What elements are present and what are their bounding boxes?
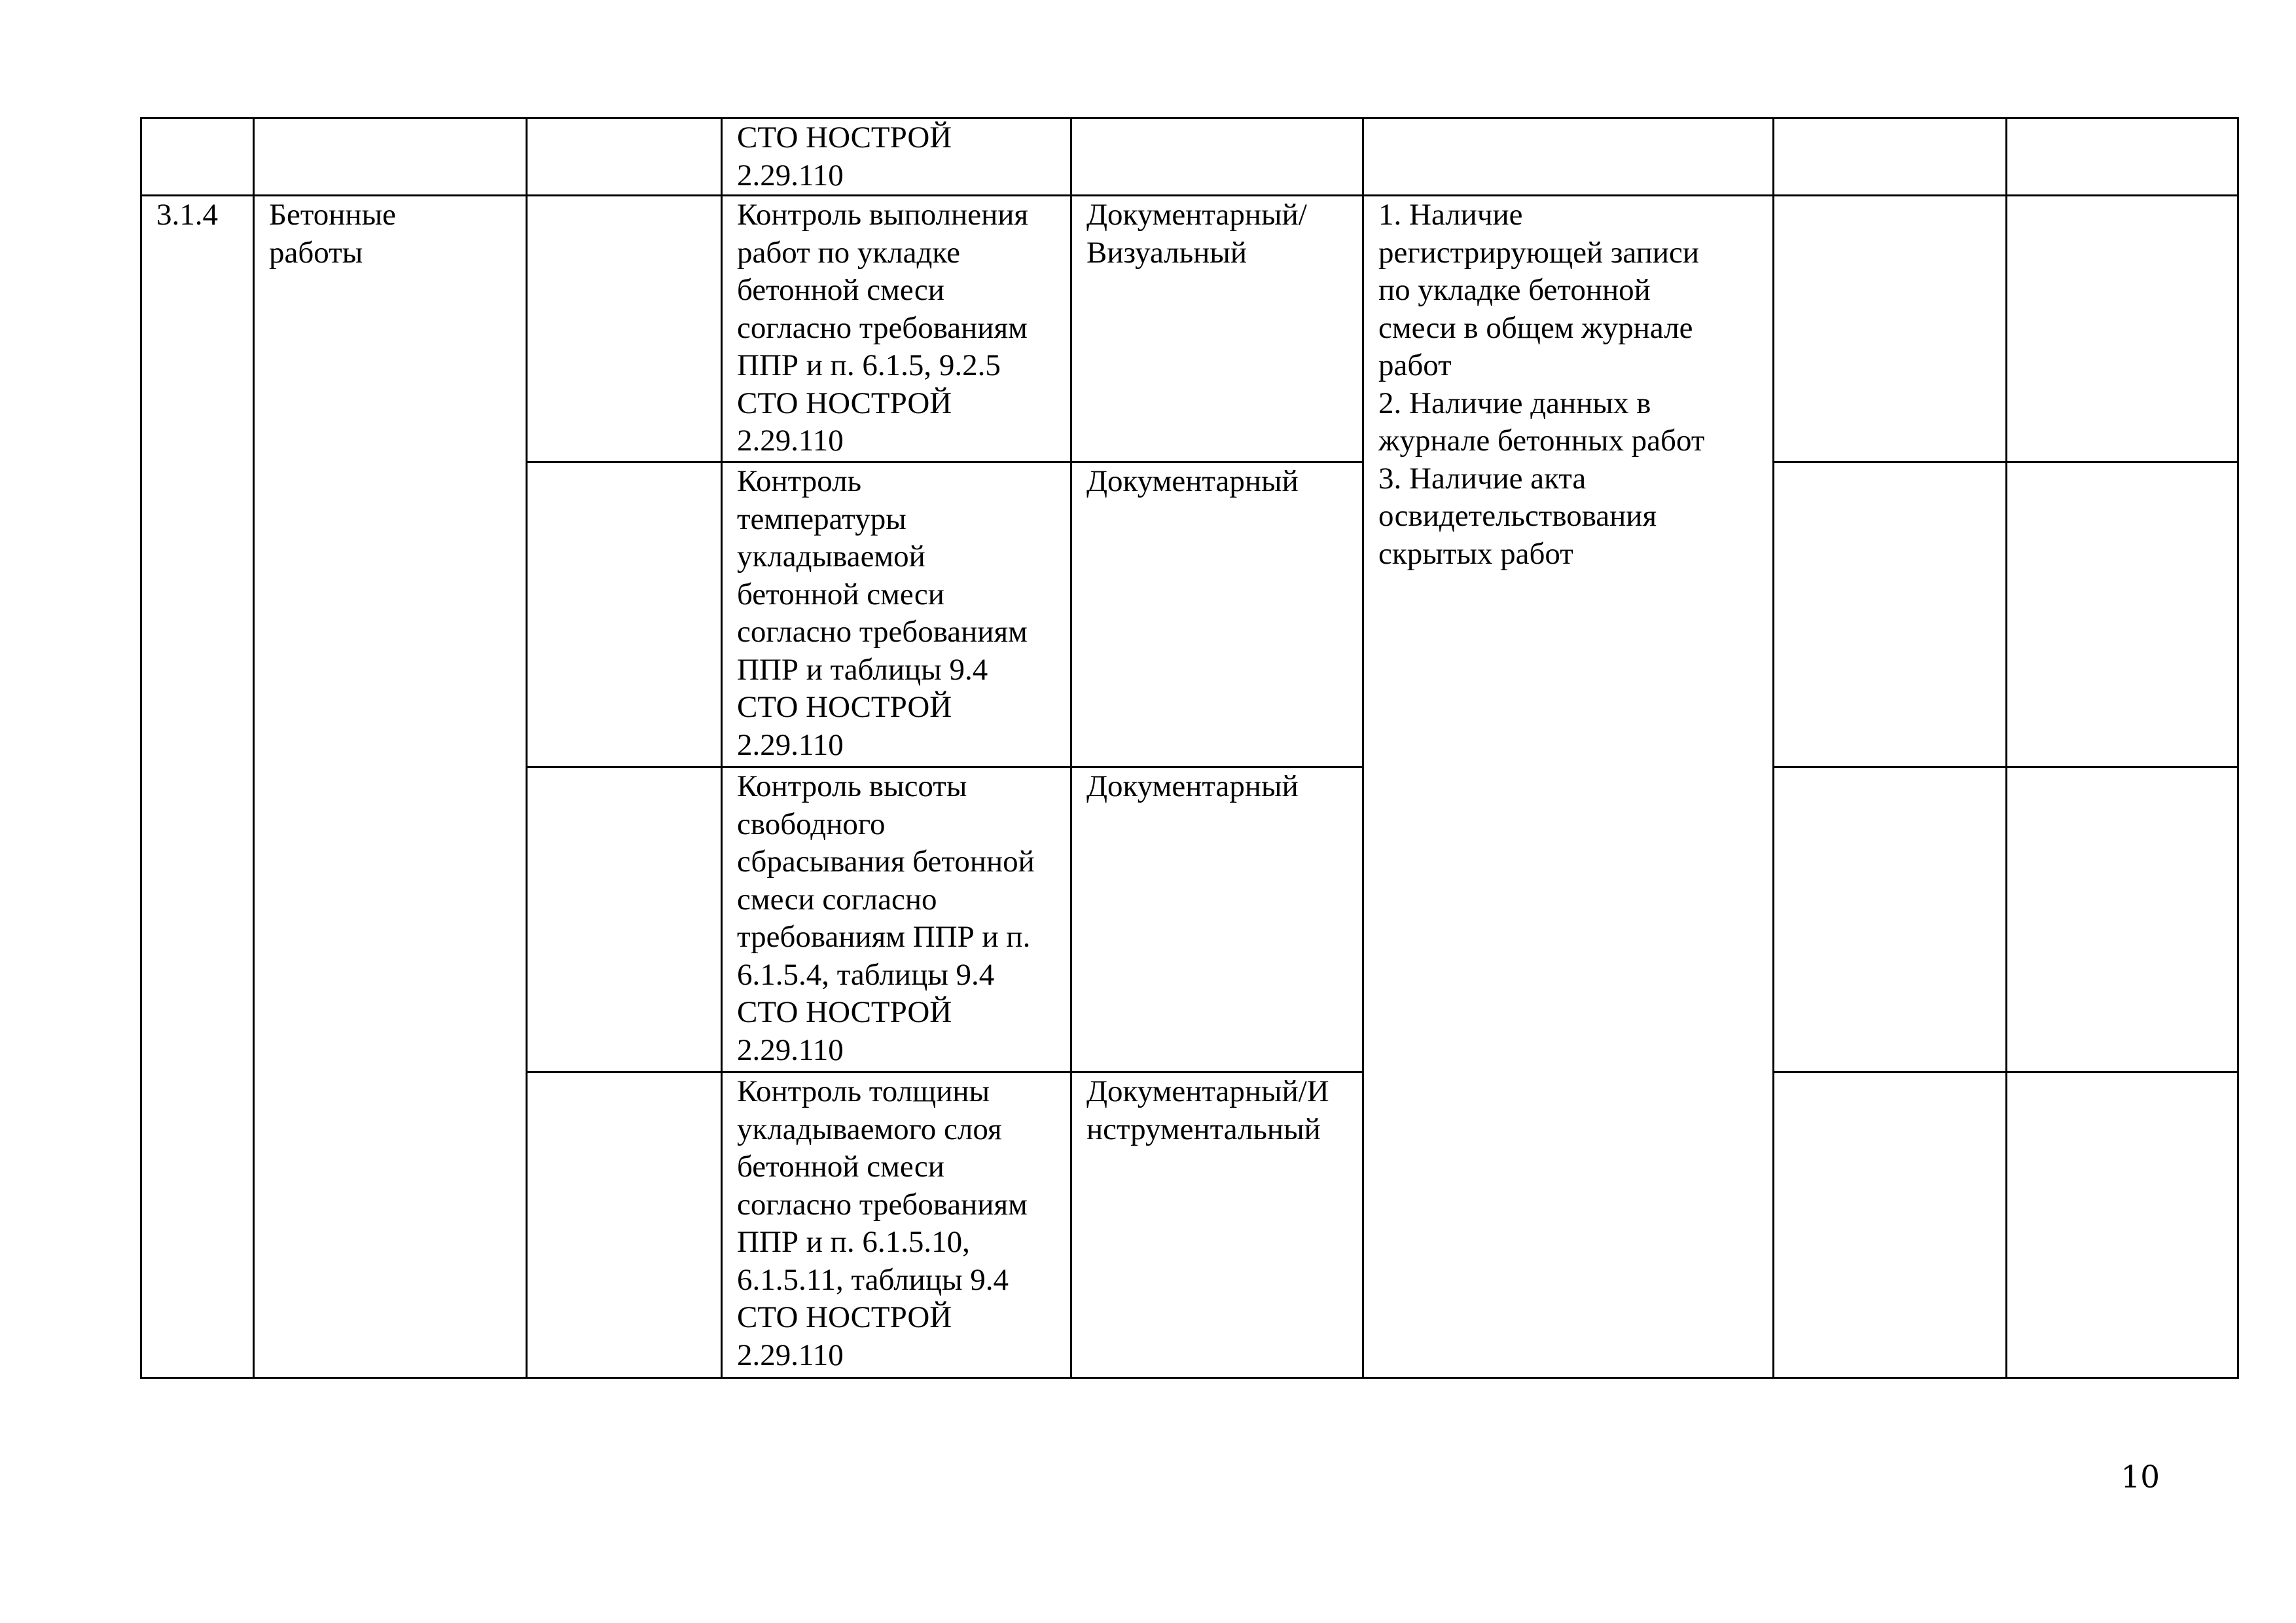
empty-cell: [141, 119, 254, 196]
table-row: [141, 196, 2238, 462]
empty-cell: [1774, 1072, 2007, 1378]
control-method-cell: Документарный/И нструментальный: [1071, 1072, 1363, 1378]
empty-cell: [1774, 462, 2007, 767]
empty-cell: [1774, 119, 2007, 196]
empty-cell: [2007, 462, 2238, 767]
control-method-cell: Документарный: [1071, 767, 1363, 1072]
requirement-cell: Контроль толщины укладываемого слоя бетонной смеси согласно требованиям ППР и п. 6.1.5.10, 6.1.5.11, таблицы 9.4 СТО НОСТРОЙ 2.29.110: [722, 1072, 1071, 1378]
empty-cell: [1071, 119, 1363, 196]
empty-cell: [527, 1072, 722, 1378]
continuation-row: [141, 119, 2238, 196]
empty-cell: [527, 462, 722, 767]
empty-cell: [1363, 119, 1774, 196]
empty-cell: [1774, 767, 2007, 1072]
empty-cell: [1774, 196, 2007, 462]
empty-cell: [254, 119, 527, 196]
requirement-cell: Контроль выполнения работ по укладке бетонной смеси согласно требованиям ППР и п. 6.1.5, 9.2.5 СТО НОСТРОЙ 2.29.110: [722, 196, 1071, 462]
requirement-cell: Контроль температуры укладываемой бетонной смеси согласно требованиям ППР и таблицы 9.4 СТО НОСТРОЙ 2.29.110: [722, 462, 1071, 767]
requirement-cell: Контроль высоты свободного сбрасывания бетонной смеси согласно требованиям ППР и п. 6.1.5.4, таблицы 9.4 СТО НОСТРОЙ 2.29.110: [722, 767, 1071, 1072]
section-number-cell: 3.1.4: [141, 196, 254, 1378]
requirement-cell: СТО НОСТРОЙ 2.29.110: [722, 119, 1071, 196]
page-number: 10: [2121, 1459, 2160, 1495]
documentation-cell: 1. Наличие регистрирующей записи по укладке бетонной смеси в общем журнале работ 2. Наличие данных в журнале бетонных работ 3. Наличие акта освидетельствования скрытых работ: [1363, 196, 1774, 1378]
empty-cell: [2007, 1072, 2238, 1378]
control-method-cell: Документарный: [1071, 462, 1363, 767]
empty-cell: [2007, 767, 2238, 1072]
control-method-cell: Документарный/ Визуальный: [1071, 196, 1363, 462]
empty-cell: [2007, 196, 2238, 462]
empty-cell: [527, 767, 722, 1072]
empty-cell: [527, 119, 722, 196]
empty-cell: [2007, 119, 2238, 196]
section-name-cell: Бетонные работы: [254, 196, 527, 1378]
empty-cell: [527, 196, 722, 462]
control-plan-table: [140, 117, 2239, 1379]
